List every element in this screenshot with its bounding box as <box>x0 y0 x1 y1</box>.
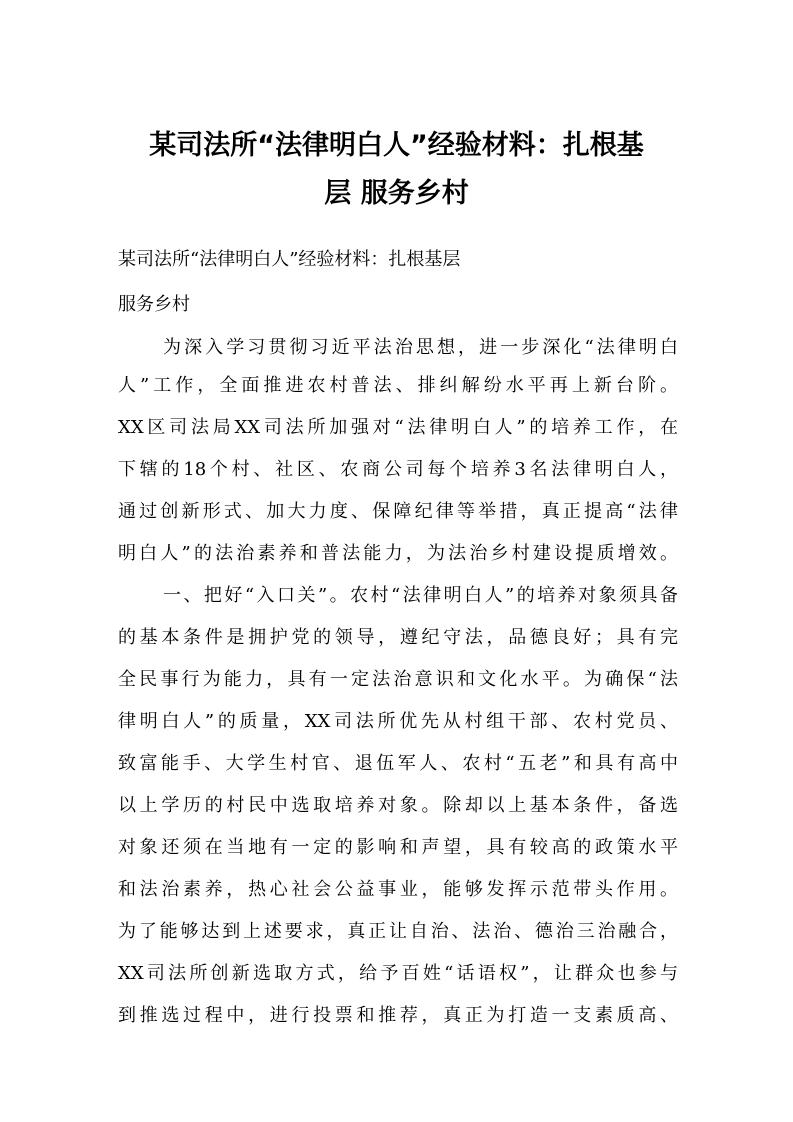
document-title <box>110 122 683 218</box>
title-line-1: 某司法所“法律明白人”经验材料：扎根基 <box>149 130 644 161</box>
body-line: 明白人”的法治素养和普法能力，为法治乡村建设提质增效。 <box>118 543 678 564</box>
body-line: 全民事行为能力，具有一定法治意识和文化水平。为确保“法 <box>118 669 678 690</box>
body-line: 一、把好“入口关”。农村“法律明白人”的培养对象须具备 <box>163 585 678 606</box>
body-line: 为了能够达到上述要求，真正让自治、法治、德治三治融合， <box>118 921 678 942</box>
body-line: 以上学历的村民中选取培养对象。除却以上基本条件，备选 <box>118 795 678 816</box>
subtitle-line-2: 服务乡村 <box>118 294 190 315</box>
body-line: 和法治素养，热心社会公益事业，能够发挥示范带头作用。 <box>118 879 678 900</box>
body-line: 到推选过程中，进行投票和推荐，真正为打造一支素质高、 <box>118 1005 678 1026</box>
body-line: 律明白人”的质量，XX司法所优先从村组干部、农村党员、 <box>118 711 678 732</box>
subtitle-line-1: 某司法所“法律明白人”经验材料：扎根基层 <box>118 249 461 270</box>
body-line: 人”工作，全面推进农村普法、排纠解纷水平再上新台阶。 <box>118 375 678 396</box>
body-line: XX区司法局XX司法所加强对“法律明白人”的培养工作，在 <box>118 417 678 438</box>
body-line: 下辖的18个村、社区、农商公司每个培养3名法律明白人， <box>118 459 678 480</box>
body-line: 通过创新形式、加大力度、保障纪律等举措，真正提高“法律 <box>118 501 678 522</box>
body-line: 为深入学习贯彻习近平法治思想，进一步深化“法律明白 <box>163 337 678 358</box>
body-line: 致富能手、大学生村官、退伍军人、农村“五老”和具有高中 <box>118 753 678 774</box>
title-line-2: 层 服务乡村 <box>324 178 469 209</box>
body-line: XX司法所创新选取方式，给予百姓“话语权”，让群众也参与 <box>118 963 678 984</box>
body-line: 对象还须在当地有一定的影响和声望，具有较高的政策水平 <box>118 837 678 858</box>
body-line: 的基本条件是拥护党的领导，遵纪守法，品德良好；具有完 <box>118 627 678 648</box>
